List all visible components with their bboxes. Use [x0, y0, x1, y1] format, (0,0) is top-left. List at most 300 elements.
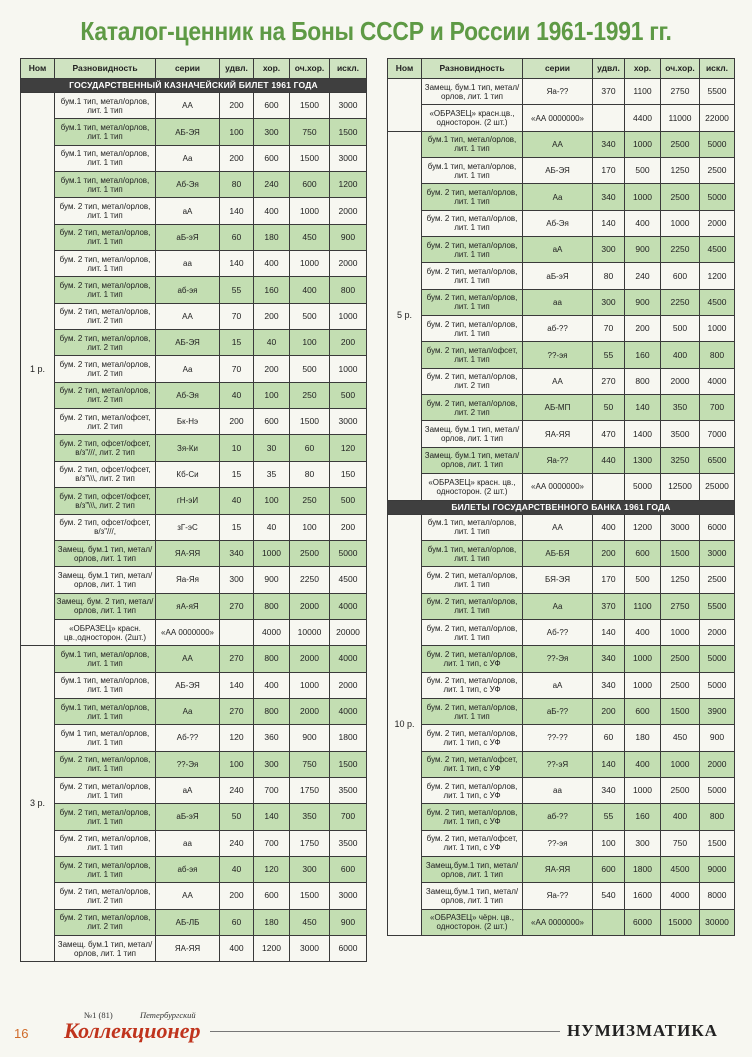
series-cell: аа — [523, 777, 593, 803]
table-row — [21, 461, 367, 487]
price-cell: 600 — [254, 145, 290, 171]
price-cell: 700 — [330, 804, 367, 830]
variety-cell: бум. 2 тип, метал/орлов, лит. 1 тип — [422, 263, 523, 289]
price-cell: 900 — [700, 725, 735, 751]
series-cell: АА — [156, 93, 220, 119]
table-row — [21, 488, 367, 514]
variety-cell: Замещ.бум.1 тип, метал/орлов, лит. 1 тип — [422, 883, 523, 909]
price-cell: 1000 — [661, 751, 700, 777]
variety-cell: бум. 2 тип, метал/офсет, лит. 1 тип — [422, 342, 523, 368]
price-cell: 400 — [254, 251, 290, 277]
price-cell: 300 — [220, 567, 254, 593]
table-row — [388, 342, 735, 368]
section-name: НУМИЗМАТИКА — [567, 1021, 718, 1040]
price-cell: 1800 — [625, 856, 661, 882]
price-cell: 2000 — [330, 251, 367, 277]
column-header-row — [21, 59, 367, 79]
table-row — [21, 540, 367, 566]
price-cell: 1400 — [625, 421, 661, 447]
price-cell: 140 — [220, 672, 254, 698]
table-row — [21, 646, 367, 672]
series-cell: Яа-?? — [523, 883, 593, 909]
price-cell: 450 — [290, 909, 330, 935]
price-cell: 2250 — [290, 567, 330, 593]
price-cell: 340 — [593, 777, 625, 803]
series-cell: АА — [523, 368, 593, 394]
price-cell: 400 — [625, 619, 661, 645]
price-cell: 140 — [220, 198, 254, 224]
price-cell: 55 — [220, 277, 254, 303]
variety-cell: бум. 2 тип, метал/орлов, лит. 1 тип — [422, 593, 523, 619]
series-cell: «АА 0000000» — [523, 105, 593, 131]
table-row — [388, 514, 735, 540]
variety-cell: бум. 2 тип, метал/орлов, лит. 2 тип — [55, 356, 156, 382]
price-cell: 100 — [254, 488, 290, 514]
table-row — [21, 619, 367, 645]
variety-cell: бум.1 тип, метал/орлов, лит. 1 тип — [55, 172, 156, 198]
price-cell: 800 — [254, 593, 290, 619]
price-cell: 1750 — [290, 777, 330, 803]
price-cell: 140 — [593, 210, 625, 236]
price-cell: 1000 — [625, 777, 661, 803]
price-cell: 60 — [220, 224, 254, 250]
series-cell: ??-эя — [523, 830, 593, 856]
price-cell: 250 — [290, 488, 330, 514]
table-row — [21, 883, 367, 909]
price-cell: 2500 — [700, 158, 735, 184]
price-cell: 200 — [220, 145, 254, 171]
variety-cell: бум. 2 тип, метал/орлов, лит. 1 тип — [55, 277, 156, 303]
variety-cell: Замещ. бум.1 тип, метал/орлов, лит. 1 тип — [422, 421, 523, 447]
price-cell: 2000 — [290, 646, 330, 672]
price-cell: 160 — [625, 804, 661, 830]
price-cell: 4500 — [330, 567, 367, 593]
series-cell: аБ-?? — [523, 698, 593, 724]
price-cell: 12500 — [661, 474, 700, 500]
price-cell: 3000 — [290, 936, 330, 962]
issue-number: №1 (81) — [84, 1010, 113, 1020]
variety-cell: бум. 2 тип, метал/орлов, лит. 1 тип — [422, 567, 523, 593]
column-header: Ном — [388, 59, 422, 79]
price-cell: 1500 — [330, 119, 367, 145]
price-cell: 3900 — [700, 698, 735, 724]
table-row — [21, 804, 367, 830]
price-cell: 1000 — [625, 184, 661, 210]
denomination-cell — [388, 79, 422, 132]
variety-cell: бум.1 тип, метал/орлов, лит. 1 тип — [422, 514, 523, 540]
series-cell: ЯА-ЯЯ — [523, 421, 593, 447]
variety-cell: бум. 2 тип, метал/орлов, лит. 1 тип — [55, 198, 156, 224]
price-cell: 180 — [254, 909, 290, 935]
variety-cell: бум. 2 тип, офсет/офсет, в/з"///, лит. 2 тип — [55, 435, 156, 461]
price-cell: 270 — [220, 593, 254, 619]
price-cell: 270 — [220, 646, 254, 672]
price-cell: 1250 — [661, 158, 700, 184]
table-row — [388, 698, 735, 724]
price-cell: 1000 — [290, 198, 330, 224]
table-row — [21, 119, 367, 145]
price-cell: 1200 — [330, 172, 367, 198]
price-cell: 8000 — [700, 883, 735, 909]
table-row — [21, 751, 367, 777]
variety-cell: Замещ. бум.1 тип, метал/орлов, лит. 1 тип — [422, 447, 523, 473]
price-cell: 160 — [254, 277, 290, 303]
price-cell: 900 — [330, 909, 367, 935]
price-cell: 1000 — [661, 619, 700, 645]
price-cell: 300 — [593, 289, 625, 315]
series-cell: Аа — [523, 593, 593, 619]
price-cell: 1500 — [661, 540, 700, 566]
price-cell: 340 — [593, 646, 625, 672]
series-cell: Аб-Эя — [156, 382, 220, 408]
price-cell: 240 — [625, 263, 661, 289]
price-cell: 450 — [290, 224, 330, 250]
price-cell: 800 — [330, 277, 367, 303]
price-cell: 200 — [330, 330, 367, 356]
price-cell: 250 — [290, 382, 330, 408]
price-cell: 400 — [625, 751, 661, 777]
price-cell: 270 — [593, 368, 625, 394]
price-cell: 2000 — [700, 210, 735, 236]
series-cell: аБ-эЯ — [156, 224, 220, 250]
price-cell: 25000 — [700, 474, 735, 500]
price-cell: 400 — [661, 342, 700, 368]
price-cell: 800 — [625, 368, 661, 394]
price-cell: 70 — [220, 303, 254, 329]
price-cell: 200 — [254, 356, 290, 382]
price-cell: 300 — [290, 856, 330, 882]
price-cell: 1500 — [330, 751, 367, 777]
variety-cell: бум. 2 тип, метал/орлов, лит. 1 тип — [55, 830, 156, 856]
price-cell: 5500 — [700, 593, 735, 619]
price-cell: 1000 — [625, 131, 661, 157]
column-header: искл. — [700, 59, 735, 79]
series-cell: АА — [156, 646, 220, 672]
column-header: удвл. — [593, 59, 625, 79]
column-header: Разновидность — [422, 59, 523, 79]
price-cell: 55 — [593, 804, 625, 830]
price-cell: 800 — [254, 646, 290, 672]
price-cell: 2000 — [290, 593, 330, 619]
table-row — [21, 567, 367, 593]
variety-cell: бум. 2 тип, офсет/офсет, в/з"\\\, лит. 2 тип — [55, 488, 156, 514]
table-row — [388, 777, 735, 803]
price-cell: 1000 — [290, 251, 330, 277]
price-cell: 3000 — [330, 883, 367, 909]
series-cell: ??-Эя — [156, 751, 220, 777]
series-cell: БЯ-ЭЯ — [523, 567, 593, 593]
price-cell: 3500 — [330, 830, 367, 856]
price-cell: 500 — [330, 488, 367, 514]
variety-cell: бум. 2 тип, метал/офсет, лит. 1 тип, с УФ — [422, 751, 523, 777]
series-cell: АБ-ЭЯ — [156, 330, 220, 356]
table-row — [21, 356, 367, 382]
price-cell: 6000 — [330, 936, 367, 962]
variety-cell: бум. 2 тип, метал/орлов, лит. 1 тип — [55, 251, 156, 277]
variety-cell: бум. 2 тип, метал/орлов, лит. 1 тип, с УФ — [422, 777, 523, 803]
price-cell: 7000 — [700, 421, 735, 447]
price-cell: 2250 — [661, 289, 700, 315]
price-cell: 1100 — [625, 79, 661, 105]
variety-cell: бум. 2 тип, метал/орлов, лит. 1 тип, с УФ — [422, 804, 523, 830]
series-cell: ??-эЯ — [523, 751, 593, 777]
price-cell: 600 — [254, 93, 290, 119]
price-cell: 160 — [625, 342, 661, 368]
series-cell: Яа-?? — [523, 79, 593, 105]
series-cell: аа — [156, 251, 220, 277]
price-cell: 600 — [661, 263, 700, 289]
series-cell: аб-эя — [156, 277, 220, 303]
series-cell: Аб-?? — [156, 725, 220, 751]
price-cell: 1750 — [290, 830, 330, 856]
series-cell: АБ-БЯ — [523, 540, 593, 566]
variety-cell: бум.1 тип, метал/орлов, лит. 1 тип — [422, 131, 523, 157]
variety-cell: бум. 2 тип, метал/офсет, лит. 2 тип — [55, 409, 156, 435]
price-cell: 2500 — [661, 672, 700, 698]
price-cell: 2000 — [661, 368, 700, 394]
series-cell: «АА 0000000» — [523, 909, 593, 935]
price-cell: 500 — [330, 382, 367, 408]
series-cell: АА — [156, 883, 220, 909]
price-cell: 400 — [593, 514, 625, 540]
series-cell: зГ-эС — [156, 514, 220, 540]
table-row — [21, 330, 367, 356]
series-cell: ??-Эя — [523, 646, 593, 672]
price-cell: 1200 — [625, 514, 661, 540]
price-cell: 4500 — [700, 289, 735, 315]
section-title: БИЛЕТЫ ГОСУДАРСТВЕННОГО БАНКА 1961 ГОДА — [388, 500, 735, 514]
price-cell: 80 — [593, 263, 625, 289]
series-cell: аА — [523, 237, 593, 263]
column-header-row — [388, 59, 735, 79]
price-cell: 9000 — [700, 856, 735, 882]
section-header-row — [21, 79, 367, 93]
price-cell: 600 — [593, 856, 625, 882]
price-cell: 500 — [625, 567, 661, 593]
table-row — [21, 777, 367, 803]
price-cell: 35 — [254, 461, 290, 487]
magazine-logo: Коллекционер — [64, 1018, 201, 1043]
variety-cell: Замещ.бум.1 тип, метал/орлов, лит. 1 тип — [422, 856, 523, 882]
price-cell: 3250 — [661, 447, 700, 473]
price-cell: 300 — [254, 751, 290, 777]
series-cell: Аб-?? — [523, 619, 593, 645]
price-cell: 100 — [220, 119, 254, 145]
price-cell: 2000 — [700, 751, 735, 777]
column-header: Ном — [21, 59, 55, 79]
variety-cell: бум. 2 тип, офсет/офсет, в/з"\\\, лит. 2 тип — [55, 461, 156, 487]
variety-cell: бум.1 тип, метал/орлов, лит. 1 тип — [55, 698, 156, 724]
price-cell: 1500 — [700, 830, 735, 856]
denomination-cell: 1 р. — [21, 93, 55, 646]
series-cell: ЯА-ЯЯ — [523, 856, 593, 882]
table-row — [388, 158, 735, 184]
series-cell: аА — [156, 777, 220, 803]
series-cell: АБ-ЛБ — [156, 909, 220, 935]
price-cell: 300 — [593, 237, 625, 263]
price-cell: 2500 — [290, 540, 330, 566]
right-table-body — [388, 79, 735, 936]
price-cell: 900 — [330, 224, 367, 250]
price-cell: 5000 — [700, 184, 735, 210]
price-cell: 240 — [254, 172, 290, 198]
price-cell: 1000 — [625, 672, 661, 698]
table-row — [388, 395, 735, 421]
price-cell: 4000 — [254, 619, 290, 645]
table-row — [21, 277, 367, 303]
price-cell: 900 — [625, 237, 661, 263]
variety-cell: бум. 2 тип, метал/орлов, лит. 1 тип — [422, 619, 523, 645]
price-cell: 360 — [254, 725, 290, 751]
page-number: 16 — [14, 1026, 29, 1041]
table-row — [21, 145, 367, 171]
series-cell: аб-?? — [523, 316, 593, 342]
price-cell: 500 — [290, 303, 330, 329]
series-cell: Кб-Си — [156, 461, 220, 487]
price-cell: 60 — [290, 435, 330, 461]
series-cell: ЯА-ЯЯ — [156, 540, 220, 566]
series-cell: АА — [523, 131, 593, 157]
price-cell: 140 — [254, 804, 290, 830]
variety-cell: «ОБРАЗЕЦ» красн.цв., односторон. (2 шт.) — [422, 105, 523, 131]
series-cell: АА — [156, 303, 220, 329]
price-cell: 70 — [593, 316, 625, 342]
price-cell: 2000 — [330, 672, 367, 698]
table-row — [388, 751, 735, 777]
series-cell: аА — [156, 198, 220, 224]
price-cell: 140 — [220, 251, 254, 277]
price-cell: 4400 — [625, 105, 661, 131]
series-cell: Зя-Ки — [156, 435, 220, 461]
price-cell: 50 — [220, 804, 254, 830]
series-cell: яА-яЯ — [156, 593, 220, 619]
price-cell: 5000 — [330, 540, 367, 566]
table-row — [21, 856, 367, 882]
table-row — [21, 830, 367, 856]
price-cell: 3000 — [700, 540, 735, 566]
price-cell — [593, 909, 625, 935]
variety-cell: бум. 2 тип, метал/орлов, лит. 1 тип, с УФ — [422, 725, 523, 751]
column-header: хор. — [625, 59, 661, 79]
table-row — [21, 909, 367, 935]
price-cell: 2000 — [700, 619, 735, 645]
price-cell: 120 — [254, 856, 290, 882]
price-cell: 270 — [220, 698, 254, 724]
variety-cell: бум. 2 тип, метал/орлов, лит. 1 тип, с УФ — [422, 646, 523, 672]
price-cell: 2500 — [661, 184, 700, 210]
price-cell: 700 — [254, 777, 290, 803]
price-cell: 900 — [625, 289, 661, 315]
price-cell: 350 — [661, 395, 700, 421]
variety-cell: «ОБРАЗЕЦ» красн. цв.,односторон. (2шт.) — [55, 619, 156, 645]
price-cell: 340 — [593, 184, 625, 210]
variety-cell: бум.1 тип, метал/орлов, лит. 1 тип — [55, 119, 156, 145]
price-cell: 3000 — [330, 93, 367, 119]
price-cell: 240 — [220, 830, 254, 856]
price-cell: 400 — [220, 936, 254, 962]
price-cell: 200 — [593, 540, 625, 566]
column-header: оч.хор. — [290, 59, 330, 79]
variety-cell: бум. 2 тип, метал/орлов, лит. 2 тип — [422, 395, 523, 421]
price-cell: 100 — [290, 514, 330, 540]
table-row — [388, 105, 735, 131]
price-cell: 1000 — [700, 316, 735, 342]
price-cell: 800 — [700, 804, 735, 830]
table-row — [21, 303, 367, 329]
series-cell: АБ-ЭЯ — [523, 158, 593, 184]
variety-cell: бум. 2 тип, метал/орлов, лит. 1 тип — [55, 751, 156, 777]
price-cell: 340 — [593, 131, 625, 157]
table-row — [21, 198, 367, 224]
price-cell: 400 — [254, 672, 290, 698]
price-cell: 1000 — [330, 303, 367, 329]
price-cell: 10000 — [290, 619, 330, 645]
price-cell: 3500 — [330, 777, 367, 803]
price-cell: 170 — [593, 158, 625, 184]
price-cell: 60 — [593, 725, 625, 751]
series-cell: Бк-Нэ — [156, 409, 220, 435]
variety-cell: бум.1 тип, метал/орлов, лит. 1 тип — [55, 646, 156, 672]
price-cell: 340 — [220, 540, 254, 566]
price-cell: 600 — [254, 883, 290, 909]
series-cell: аА — [523, 672, 593, 698]
price-cell: 60 — [220, 909, 254, 935]
price-cell: 370 — [593, 593, 625, 619]
column-header: серии — [523, 59, 593, 79]
table-row — [388, 184, 735, 210]
price-cell: 3000 — [661, 514, 700, 540]
price-cell: 1000 — [330, 356, 367, 382]
variety-cell: бум.1 тип, метал/орлов, лит. 1 тип — [422, 540, 523, 566]
price-cell: 750 — [290, 119, 330, 145]
table-row — [388, 210, 735, 236]
price-cell: 6000 — [700, 514, 735, 540]
price-cell: 200 — [254, 303, 290, 329]
price-cell: 800 — [254, 698, 290, 724]
price-cell: 30 — [254, 435, 290, 461]
series-cell: аБ-эЯ — [156, 804, 220, 830]
price-cell: 80 — [290, 461, 330, 487]
series-cell: «АА 0000000» — [523, 474, 593, 500]
price-cell: 540 — [593, 883, 625, 909]
price-cell: 1200 — [254, 936, 290, 962]
price-cell: 100 — [254, 382, 290, 408]
section-header-row — [388, 500, 735, 514]
price-cell: 40 — [254, 330, 290, 356]
denomination-cell: 10 р. — [388, 514, 422, 936]
variety-cell: бум. 2 тип, метал/орлов, лит. 1 тип — [422, 316, 523, 342]
variety-cell: «ОБРАЗЕЦ» чёрн. цв., односторон. (2 шт.) — [422, 909, 523, 935]
variety-cell: бум. 2 тип, метал/орлов, лит. 2 тип — [55, 303, 156, 329]
table-row — [21, 672, 367, 698]
column-header: хор. — [254, 59, 290, 79]
price-cell: 5000 — [625, 474, 661, 500]
table-row — [388, 131, 735, 157]
series-cell: Аб-Эя — [523, 210, 593, 236]
price-cell: 700 — [700, 395, 735, 421]
series-cell: «АА 0000000» — [156, 619, 220, 645]
price-cell: 11000 — [661, 105, 700, 131]
variety-cell: бум. 2 тип, метал/орлов, лит. 2 тип — [55, 909, 156, 935]
price-cell: 600 — [330, 856, 367, 882]
table-row — [21, 409, 367, 435]
price-cell — [593, 105, 625, 131]
price-cell: 1000 — [625, 646, 661, 672]
table-row — [21, 698, 367, 724]
price-cell: 200 — [593, 698, 625, 724]
price-cell: 1200 — [700, 263, 735, 289]
table-row — [388, 856, 735, 882]
